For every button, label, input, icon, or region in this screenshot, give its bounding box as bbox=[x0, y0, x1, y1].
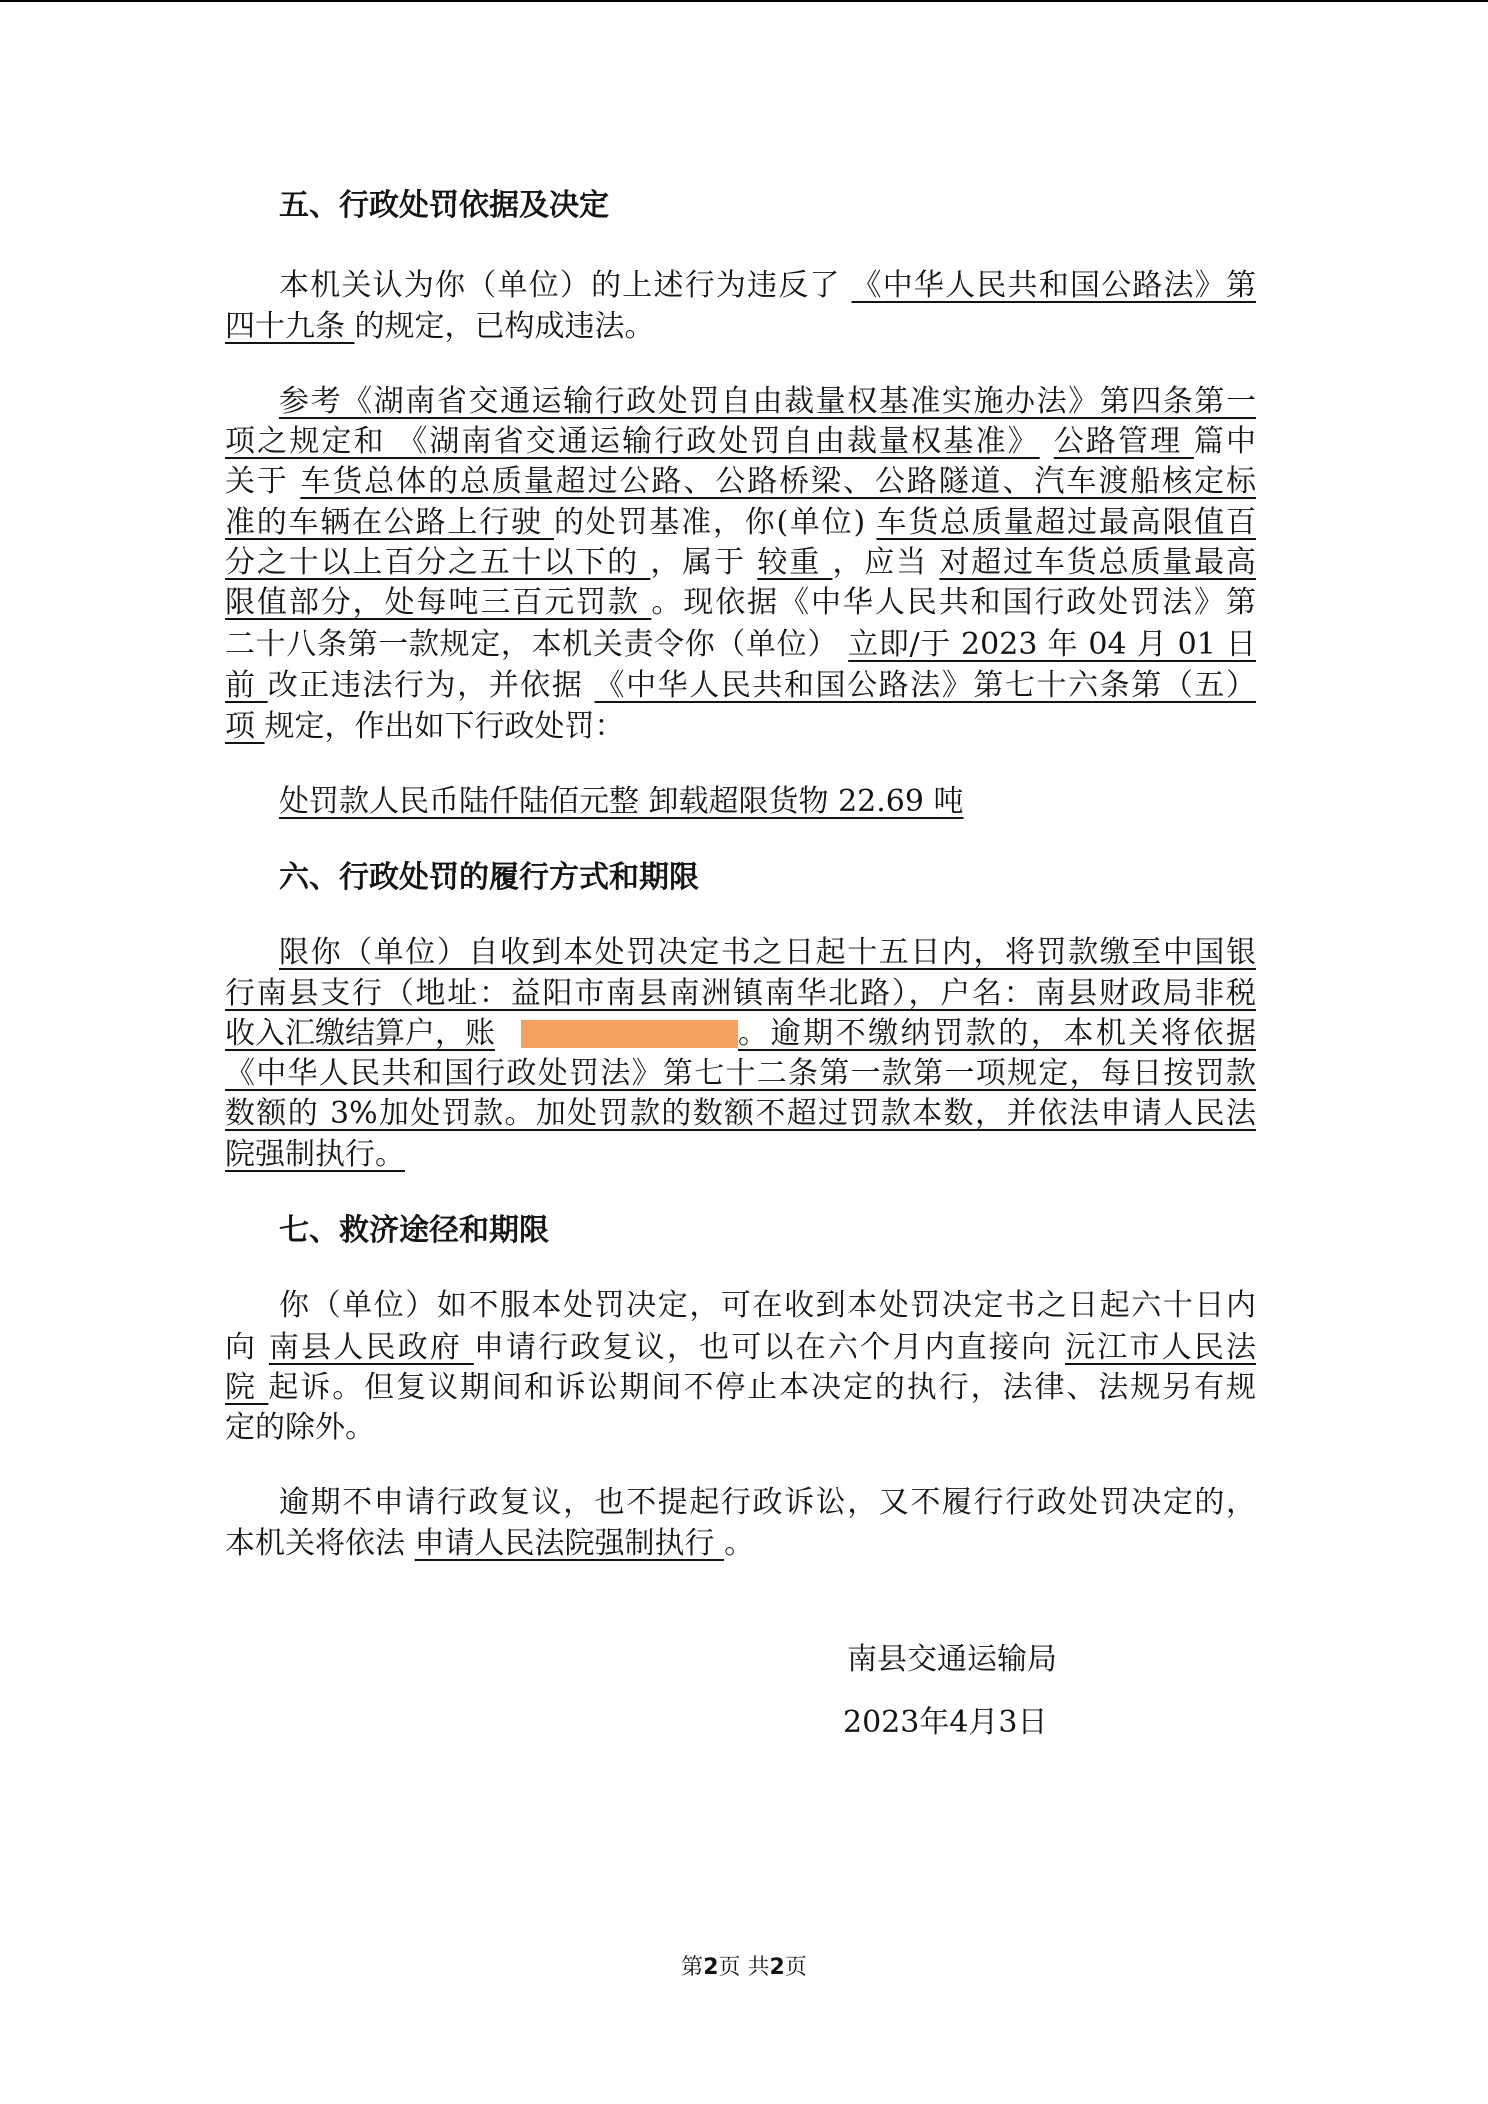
page-total: 2 bbox=[769, 1955, 785, 1980]
paragraph-line bbox=[225, 1524, 1256, 1564]
footer-text: 第 bbox=[681, 1955, 704, 1980]
filled-in-field: 立即/于 2023 年 04 月 01 日 bbox=[848, 627, 1256, 662]
filled-in-field: 车货总体的总质量超过公路、公路桥梁、公路隧道、汽车渡船核定标 bbox=[300, 464, 1256, 499]
filled-in-field: 四十九条 bbox=[225, 309, 355, 344]
filled-in-field: 《中华人民共和国公路法》第 bbox=[851, 268, 1256, 303]
paragraph-line bbox=[279, 382, 1256, 422]
paragraph-line bbox=[225, 1094, 1256, 1134]
filled-in-field: 对超过车货总质量最高 bbox=[939, 545, 1256, 580]
filled-in-field: 南县人民政府 bbox=[268, 1330, 474, 1365]
paragraph-line bbox=[225, 462, 1256, 502]
filled-in-field: 项 bbox=[225, 709, 265, 744]
paragraph-line bbox=[225, 1014, 1256, 1054]
filled-in-field: 《中华人民共和国公路法》第七十六条第（五） bbox=[594, 668, 1256, 703]
paragraph-line bbox=[225, 307, 1256, 347]
filled-in-field: 《中华人民共和国行政处罚法》第七十二条第一款第一项规定，每日按罚款 bbox=[225, 1056, 1256, 1091]
footer-text: 页 bbox=[784, 1955, 807, 1980]
filled-in-field: 沅江市人民法 bbox=[1065, 1330, 1256, 1365]
penalty-line bbox=[279, 782, 1256, 822]
filled-in-field: 数额的 3%加处罚款。加处罚款的数额不超过罚款本数，并依法申请人民法 bbox=[225, 1096, 1256, 1131]
paragraph-line bbox=[279, 933, 1256, 973]
filled-in-field: 公路管理 bbox=[1053, 424, 1194, 459]
text-segment: 逾期不申请行政复议，也不提起行政诉讼，又不履行行政处罚决定的， bbox=[279, 1485, 1256, 1520]
text-segment: ，应当 bbox=[832, 545, 940, 580]
filled-in-field: 前 bbox=[225, 668, 268, 703]
filled-in-field: 分之十以上百分之五十以下的 bbox=[225, 545, 651, 580]
redacted-account-number bbox=[521, 1020, 738, 1048]
paragraph-line bbox=[225, 974, 1256, 1014]
text-segment: 本机关将依法 bbox=[225, 1526, 415, 1561]
paragraph-line bbox=[225, 503, 1256, 543]
paragraph-line bbox=[225, 1054, 1256, 1094]
filled-in-field: 参考《湖南省交通运输行政处罚自由裁量权基准实施办法》第四条第一 bbox=[279, 384, 1256, 419]
filled-in-field: 项之规定和 《湖南省交通运输行政处罚自由裁量权基准》 bbox=[225, 424, 1040, 459]
text-segment: 申请行政复议，也可以在六个月内直接向 bbox=[473, 1330, 1066, 1365]
filled-in-field: 院 bbox=[225, 1370, 269, 1405]
filled-in-field: 申请人民法院强制执行 bbox=[414, 1526, 725, 1561]
paragraph-line bbox=[225, 422, 1256, 462]
penalty-amount-field: 处罚款人民币陆仟陆佰元整 卸载超限货物 22.69 吨 bbox=[279, 784, 964, 819]
text-segment: 的处罚基准，你(单位) bbox=[554, 505, 877, 540]
paragraph-line bbox=[279, 266, 1256, 306]
paragraph-line bbox=[225, 707, 1256, 747]
paragraph-line bbox=[225, 583, 1256, 623]
paragraph-line bbox=[225, 543, 1256, 583]
page-number-footer bbox=[0, 1954, 1488, 1982]
paragraph-line bbox=[225, 1328, 1256, 1368]
text-segment: 。现依据《中华人民共和国行政处罚法》第 bbox=[651, 585, 1256, 620]
text-segment: 本机关认为你（单位）的上述行为违反了 bbox=[279, 268, 852, 303]
footer-text: 页 共 bbox=[718, 1955, 770, 1980]
text-segment: 二十八条第一款规定，本机关责令你（单位） bbox=[225, 627, 849, 662]
paragraph-line bbox=[225, 1408, 1256, 1448]
paragraph-line bbox=[225, 625, 1256, 665]
filled-in-field: 限你（单位）自收到本处罚决定书之日起十五日内，将罚款缴至中国银 bbox=[279, 935, 1256, 970]
page-number: 2 bbox=[703, 1955, 719, 1980]
paragraph-line bbox=[279, 1483, 1256, 1523]
filled-in-field: 行南县支行（地址：益阳市南县南洲镇南华北路），户名：南县财政局非税 bbox=[225, 976, 1256, 1011]
text-segment: 你（单位）如不服本处罚决定，可在收到本处罚决定书之日起六十日内 bbox=[279, 1288, 1256, 1323]
filled-in-field: 限值部分，处每吨三百元罚款 bbox=[225, 585, 652, 620]
filled-in-field: 收入汇缴结算户，账 bbox=[225, 1016, 495, 1051]
filled-in-field: 院强制执行。 bbox=[225, 1137, 405, 1172]
filled-in-field: 准的车辆在公路上行驶 bbox=[225, 505, 555, 540]
text-segment: 篇中 bbox=[1193, 424, 1256, 459]
text-segment: 关于 bbox=[225, 464, 301, 499]
text-segment: 改正违法行为，并依据 bbox=[267, 668, 595, 703]
section-heading: 五、行政处罚依据及决定 bbox=[279, 188, 609, 223]
filled-in-field: 车货总质量超过最高限值百 bbox=[876, 505, 1256, 540]
text-segment: 定的除外。 bbox=[225, 1410, 375, 1445]
paragraph-line bbox=[225, 1368, 1256, 1408]
text-segment: ，属于 bbox=[650, 545, 758, 580]
filled-in-field: 。逾期不缴纳罚款的，本机关将依据 bbox=[738, 1016, 1256, 1051]
paragraph-line bbox=[225, 1135, 1256, 1175]
section-heading: 七、救济途径和期限 bbox=[279, 1213, 549, 1248]
text-segment: 起诉。但复议期间和诉讼期间不停止本决定的执行，法律、法规另有规 bbox=[268, 1370, 1256, 1405]
paragraph-line bbox=[225, 666, 1256, 706]
text-segment: 的规定，已构成违法。 bbox=[354, 309, 655, 344]
filled-in-field: 较重 bbox=[757, 545, 833, 580]
text-segment: 。 bbox=[724, 1526, 755, 1561]
section-heading: 六、行政处罚的履行方式和期限 bbox=[279, 860, 699, 895]
text-segment: 向 bbox=[225, 1330, 269, 1365]
paragraph-line bbox=[279, 1286, 1256, 1326]
text-segment: 规定，作出如下行政处罚： bbox=[264, 709, 625, 744]
issue-date: 2023年4月3日 bbox=[843, 1705, 1048, 1740]
issuing-authority: 南县交通运输局 bbox=[847, 1642, 1057, 1677]
